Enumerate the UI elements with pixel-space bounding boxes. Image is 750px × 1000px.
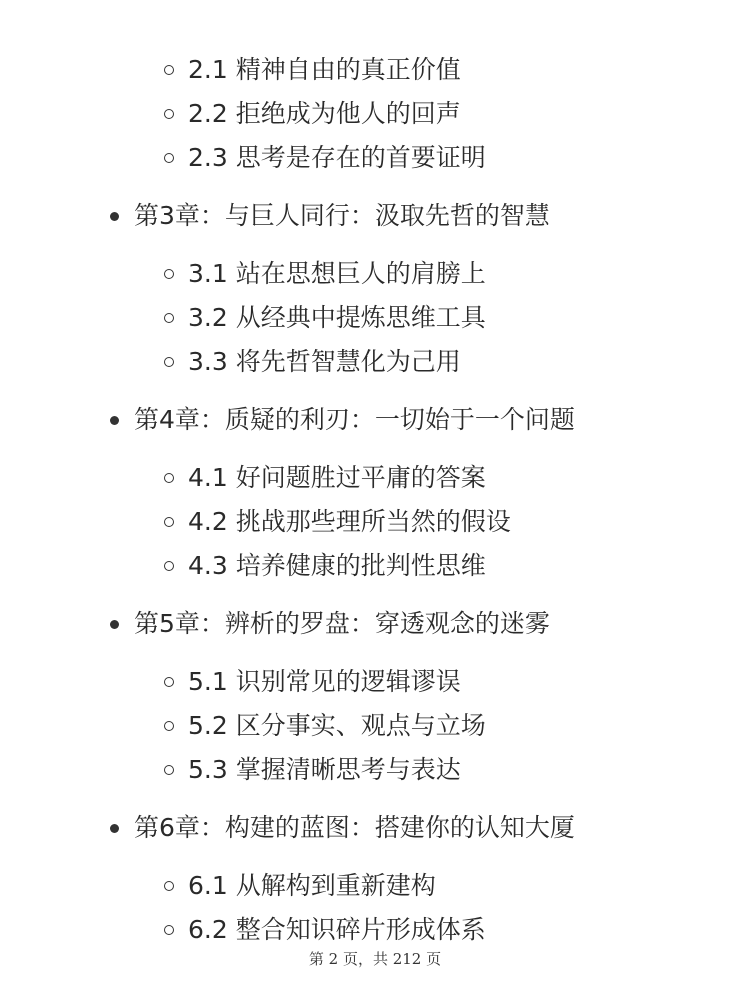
chapter-2-section-list [0, 48, 750, 180]
filled-circle-bullet-icon [110, 416, 119, 425]
chapter-3-section-list [0, 252, 750, 384]
chapter-title: 第5章：辨析的罗盘：穿透观念的迷雾 [134, 609, 550, 638]
chapter-6-block [0, 806, 750, 952]
open-circle-bullet-icon [164, 109, 174, 119]
open-circle-bullet-icon [164, 153, 174, 163]
open-circle-bullet-icon [164, 269, 174, 279]
section-label: 3.1 站在思想巨人的肩膀上 [188, 259, 486, 288]
chapter-5-section-list [0, 660, 750, 792]
open-circle-bullet-icon [164, 765, 174, 775]
open-circle-bullet-icon [164, 721, 174, 731]
open-circle-bullet-icon [164, 65, 174, 75]
toc-section-item[interactable] [0, 456, 750, 500]
table-of-contents [0, 48, 750, 952]
section-label: 3.2 从经典中提炼思维工具 [188, 303, 486, 332]
toc-section-item[interactable] [0, 340, 750, 384]
chapter-title: 第4章：质疑的利刃：一切始于一个问题 [134, 405, 575, 434]
toc-section-item[interactable] [0, 500, 750, 544]
toc-chapter-item[interactable] [0, 602, 750, 646]
section-label: 3.3 将先哲智慧化为己用 [188, 347, 461, 376]
section-label: 2.2 拒绝成为他人的回声 [188, 99, 461, 128]
page-footer [0, 948, 750, 969]
toc-chapter-item[interactable] [0, 194, 750, 238]
section-label: 2.1 精神自由的真正价值 [188, 55, 461, 84]
open-circle-bullet-icon [164, 473, 174, 483]
section-label: 5.1 识别常见的逻辑谬误 [188, 667, 461, 696]
open-circle-bullet-icon [164, 561, 174, 571]
chapter-4-block [0, 398, 750, 588]
toc-section-item[interactable] [0, 908, 750, 952]
page-indicator: 第 2 页，共 212 页 [308, 950, 442, 968]
toc-section-item[interactable] [0, 136, 750, 180]
toc-section-item[interactable] [0, 864, 750, 908]
toc-chapter-item[interactable] [0, 806, 750, 850]
toc-section-item[interactable] [0, 660, 750, 704]
open-circle-bullet-icon [164, 677, 174, 687]
open-circle-bullet-icon [164, 517, 174, 527]
section-label: 6.2 整合知识碎片形成体系 [188, 915, 486, 944]
chapter-3-block [0, 194, 750, 384]
toc-chapter-item[interactable] [0, 398, 750, 442]
open-circle-bullet-icon [164, 357, 174, 367]
chapter-4-section-list [0, 456, 750, 588]
chapter-5-block [0, 602, 750, 792]
toc-section-item[interactable] [0, 748, 750, 792]
toc-section-item[interactable] [0, 296, 750, 340]
toc-section-item[interactable] [0, 544, 750, 588]
section-label: 4.1 好问题胜过平庸的答案 [188, 463, 486, 492]
section-label: 5.3 掌握清晰思考与表达 [188, 755, 461, 784]
toc-section-item[interactable] [0, 48, 750, 92]
chapter-title: 第6章：构建的蓝图：搭建你的认知大厦 [134, 813, 575, 842]
filled-circle-bullet-icon [110, 824, 119, 833]
chapter-6-section-list [0, 864, 750, 952]
open-circle-bullet-icon [164, 881, 174, 891]
filled-circle-bullet-icon [110, 212, 119, 221]
open-circle-bullet-icon [164, 925, 174, 935]
chapter-title: 第3章：与巨人同行：汲取先哲的智慧 [134, 201, 550, 230]
filled-circle-bullet-icon [110, 620, 119, 629]
open-circle-bullet-icon [164, 313, 174, 323]
toc-section-item[interactable] [0, 704, 750, 748]
toc-section-item[interactable] [0, 92, 750, 136]
section-label: 4.2 挑战那些理所当然的假设 [188, 507, 511, 536]
section-label: 5.2 区分事实、观点与立场 [188, 711, 486, 740]
toc-section-item[interactable] [0, 252, 750, 296]
section-label: 6.1 从解构到重新建构 [188, 871, 436, 900]
section-label: 2.3 思考是存在的首要证明 [188, 143, 486, 172]
section-label: 4.3 培养健康的批判性思维 [188, 551, 486, 580]
